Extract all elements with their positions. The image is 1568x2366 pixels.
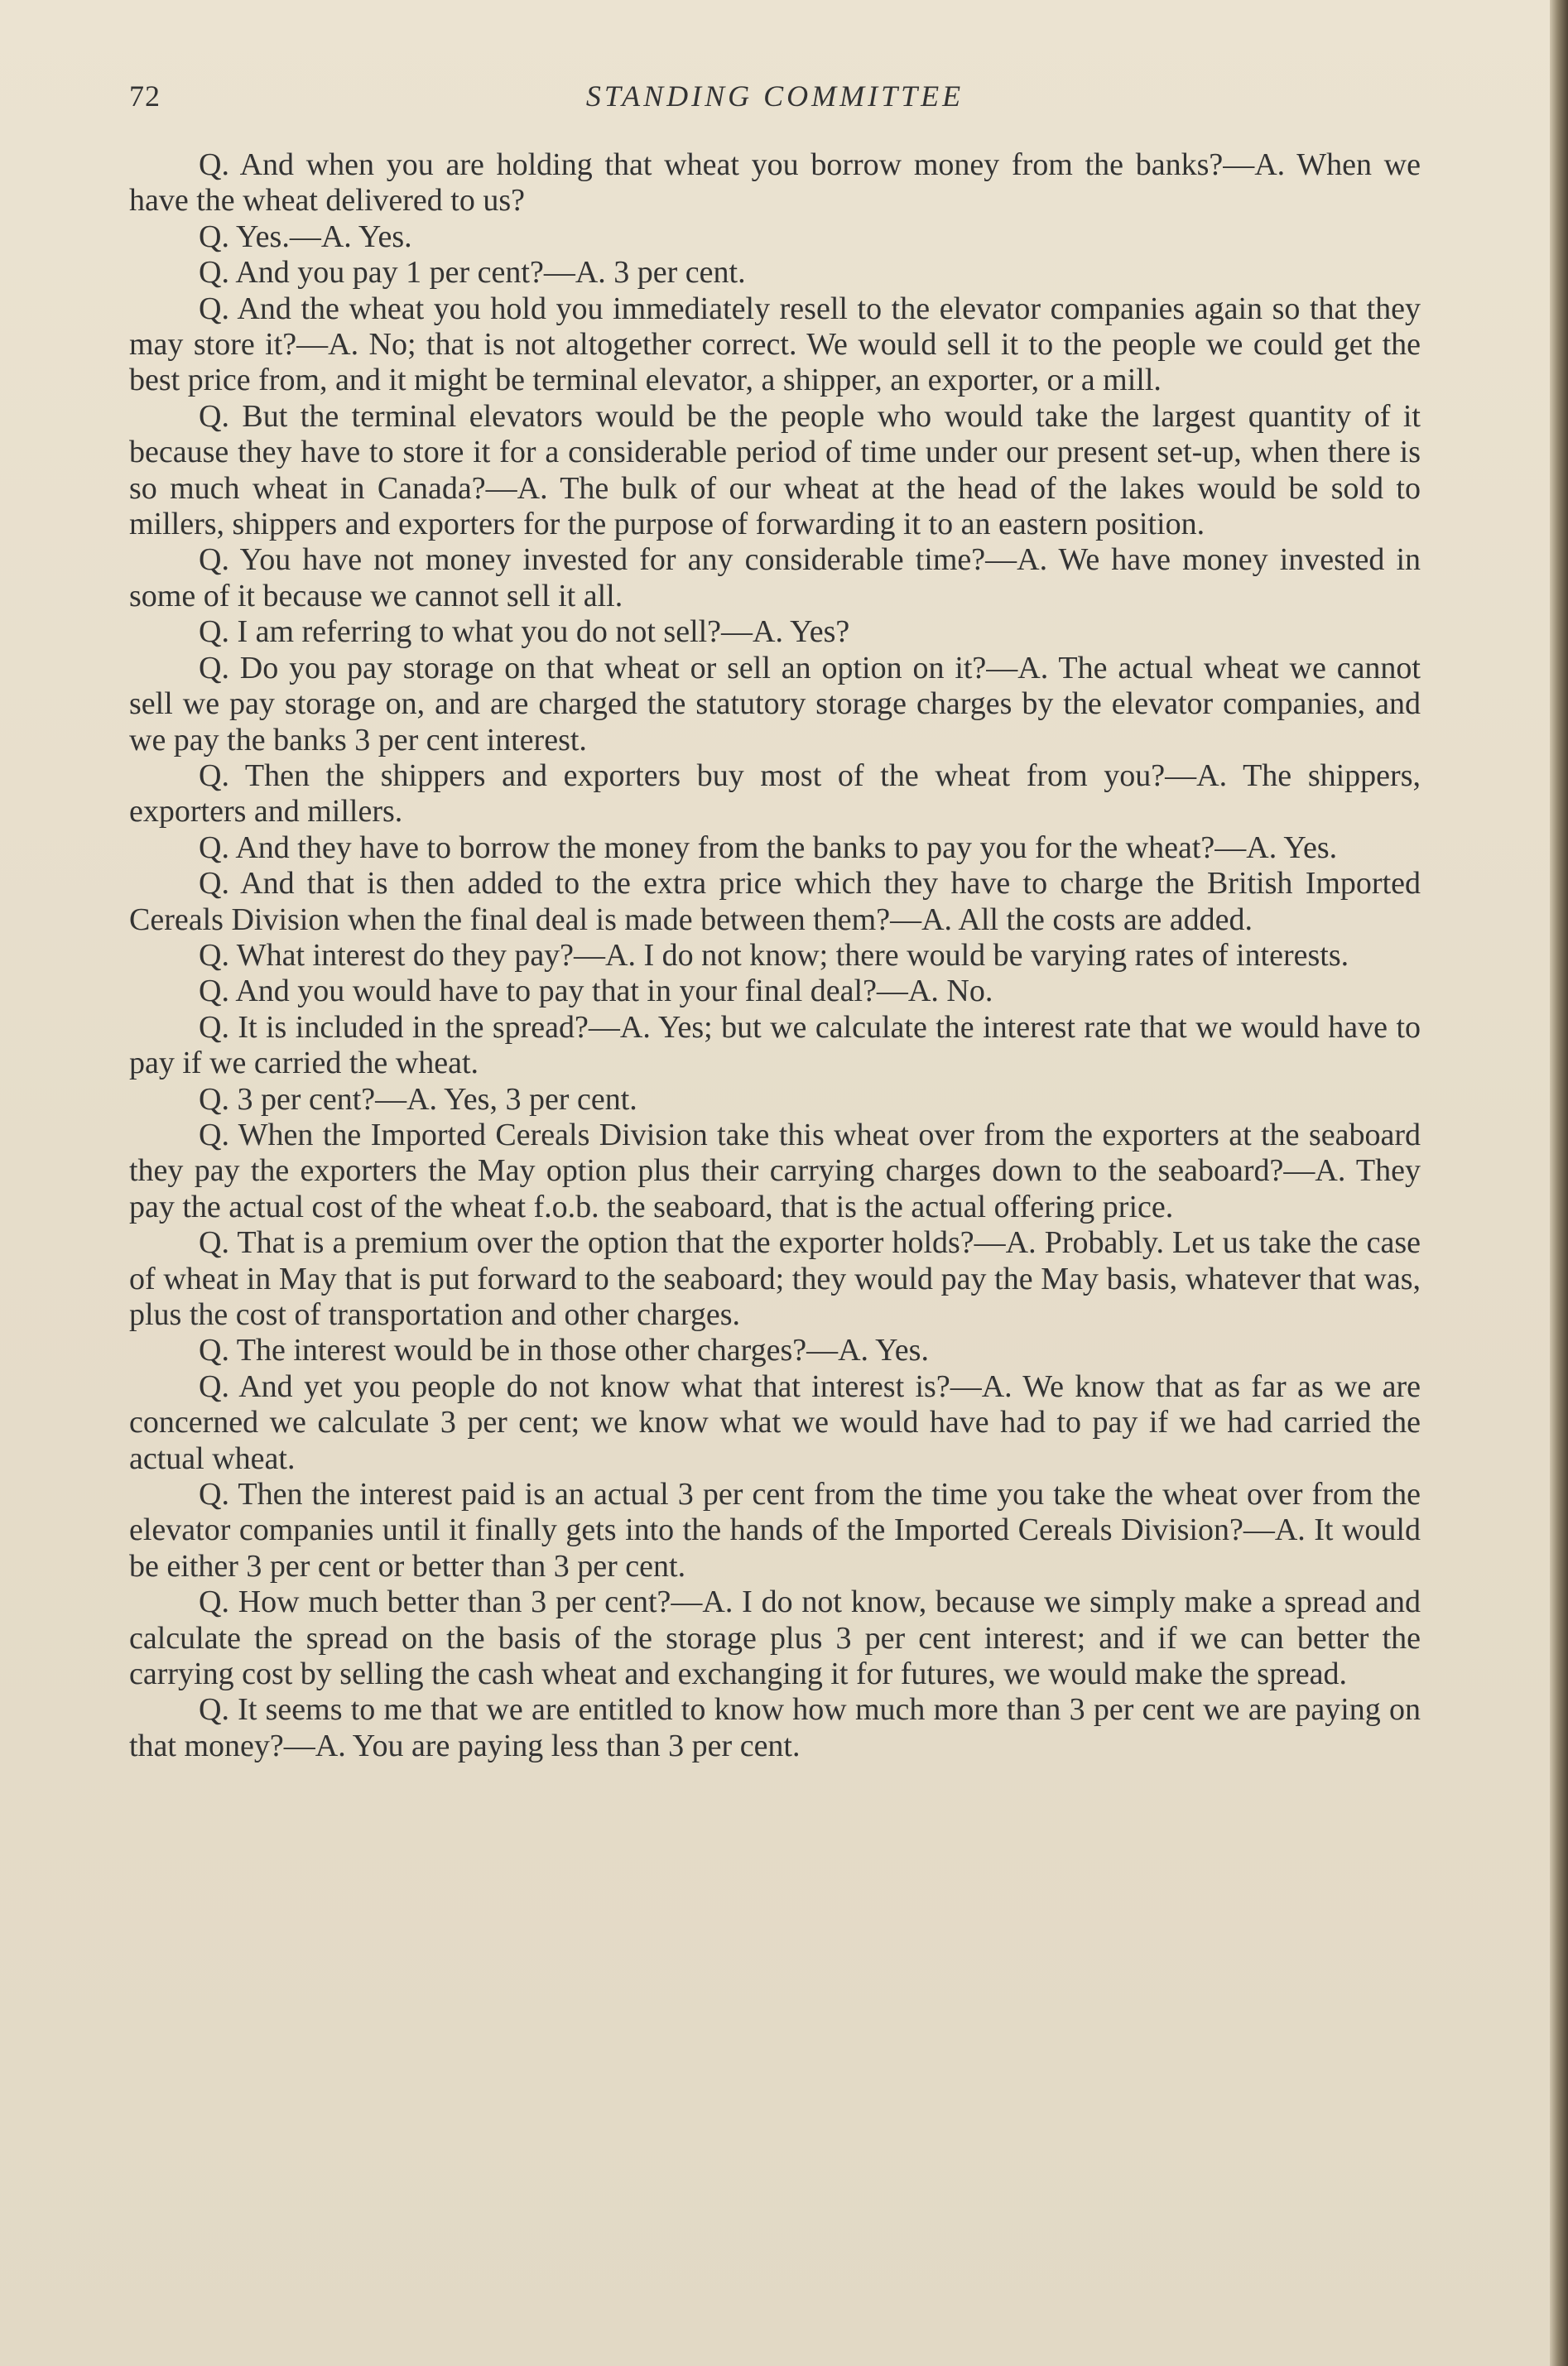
paragraph: Q. Yes.—A. Yes.	[199, 219, 412, 254]
paragraph: Q. 3 per cent?—A. Yes, 3 per cent.	[199, 1081, 637, 1117]
paragraph: Q. How much better than 3 per cent?—A. I do not know, because we simply make a spread and calculate the spread on the basis of the storage plus 3 per cent interest; and if we can better the carrying cost by selling the cash wheat and exchanging it for futures, we would make the spread.	[129, 1585, 1421, 1692]
paragraph: Q. The interest would be in those other charges?—A. Yes.	[199, 1333, 929, 1368]
paragraph: Q. And you pay 1 per cent?—A. 3 per cent.	[199, 255, 746, 291]
paragraph: Q. And you would have to pay that in your final deal?—A. No.	[199, 974, 993, 1009]
paragraph: Q. And yet you people do not know what that interest is?—A. We know that as far as we are concerned we calculate 3 per cent; we know what we would have had to pay if we had carried the actual wheat.	[129, 1368, 1421, 1476]
paragraph: Q. When the Imported Cereals Division take this wheat over from the exporters at the seaboard they pay the exporters the May option plus their carrying charges down to the seaboard?—A. They pay the actual cost of the wheat f.o.b. the seaboard, that is the actual offering price.	[129, 1117, 1421, 1224]
testimony-text	[129, 147, 1421, 1764]
paragraph: Q. I am referring to what you do not sell?—A. Yes?	[199, 614, 850, 650]
page-header	[129, 73, 1421, 119]
book-spine-edge	[1550, 0, 1568, 2366]
paragraph: Q. Then the interest paid is an actual 3 per cent from the time you take the wheat over from the elevator companies until it finally gets into the hands of the Imported Cereals Division?—A. It would be either 3 per cent or better than 3 per cent.	[129, 1477, 1421, 1584]
paragraph: Q. It seems to me that we are entitled to know how much more than 3 per cent we are paying on that money?—A. You are paying less than 3 per cent.	[129, 1692, 1421, 1763]
paragraph: Q. It is included in the spread?—A. Yes; but we calculate the interest rate that we would have to pay if we carried the wheat.	[129, 1009, 1421, 1081]
paragraph: Q. And that is then added to the extra price which they have to charge the British Imported Cereals Division when the final deal is made between them?—A. All the costs are added.	[129, 866, 1421, 937]
running-head: STANDING COMMITTEE	[585, 79, 964, 113]
paragraph: Q. What interest do they pay?—A. I do not know; there would be varying rates of interests.	[199, 937, 1349, 973]
paragraph: Q. Then the shippers and exporters buy most of the wheat from you?—A. The shippers, exporters and millers.	[129, 757, 1421, 830]
paragraph: Q. That is a premium over the option that the exporter holds?—A. Probably. Let us take the case of wheat in May that is put forward to the seaboard; they would pay the May basis, whatever that was, plus the cost of transportation and other charges.	[129, 1225, 1421, 1332]
paragraph: Q. Do you pay storage on that wheat or sell an option on it?—A. The actual wheat we cannot sell we pay storage on, and are charged the statutory storage charges by the elevator companies, and we pay the banks 3 per cent interest.	[129, 650, 1421, 757]
paragraph: Q. And the wheat you hold you immediately resell to the elevator companies again so that they may store it?—A. No; that is not altogether correct. We would sell it to the people we could get the best price from, and it might be terminal elevator, a shipper, an exporter, or a mill.	[129, 291, 1421, 398]
paragraph: Q. But the terminal elevators would be the people who would take the largest quantity of it because they have to store it for a considerable period of time under our present set-up, when there is so much wheat in Canada?—A. The bulk of our wheat at the head of the lakes would be sold to millers, shippers and exporters for the purpose of forwarding it to an eastern position.	[129, 398, 1421, 542]
page-number: 72	[129, 79, 161, 113]
paragraph: Q. You have not money invested for any considerable time?—A. We have money invested in some of it because we cannot sell it all.	[129, 542, 1421, 613]
paragraph: Q. And they have to borrow the money from the banks to pay you for the wheat?—A. Yes.	[199, 830, 1338, 865]
paragraph: Q. And when you are holding that wheat you borrow money from the banks?—A. When we have the wheat delivered to us?	[129, 147, 1421, 219]
